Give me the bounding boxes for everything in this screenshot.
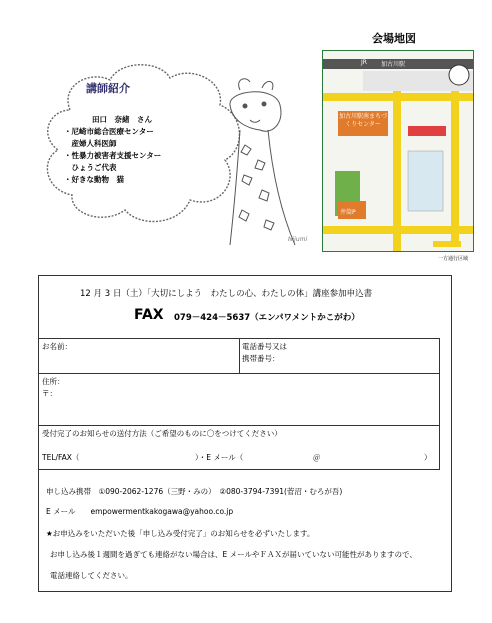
fax-number: 079－424－5637（エンパワメントかこがわ） [174, 313, 360, 323]
email-option[interactable]: ）・E メール（ [195, 453, 244, 462]
telfax-option[interactable]: TEL/FAX（ [42, 453, 80, 462]
lecturer-line-4: ひょうご代表 [64, 163, 117, 172]
lecturer-line-3: ・性暴力被害者支援センター [64, 151, 162, 160]
lecturer-name: 田口 奈緒 さん [92, 115, 152, 124]
application-table [38, 338, 440, 470]
mobile-label: 携帯番号： [242, 354, 280, 363]
map-legend-label: 一方通行区域 [438, 256, 469, 262]
artist-signature: Nijumi [288, 236, 308, 243]
form-title: 12 月 3 日（土）「大切にしよう わたしの心、わたしの体」講座参加申込書 [80, 289, 373, 299]
email-close: ） [424, 453, 432, 462]
contact-mobile: 申し込み携帯 ①090‐2062‐1276（三野・みの） ②080‐3794‐7391(菅沼・むろが吾) [46, 487, 343, 496]
note-1: ★お申込みをいただいた後「申し込み受付完了」のお知らせを必ずいたします。 [46, 529, 315, 538]
map-venue-label: 加古川駅南まちづくりセンター [339, 113, 387, 128]
name-label: お名前： [42, 342, 72, 351]
lecturer-heading: 講師紹介 [86, 82, 130, 95]
address-label: 住所： [42, 377, 65, 386]
fax-label: FAX [134, 307, 164, 323]
lecturer-line-1: ・尼崎市総合医療センター [64, 127, 154, 136]
lecturer-line-2: 産婦人科医師 [64, 139, 117, 148]
giraffe-illustration [200, 70, 320, 250]
map-parking-label: 井筒P [340, 209, 356, 216]
phone-label: 電話番号又は [242, 342, 287, 351]
venue-map [322, 50, 474, 252]
postal-label: 〒： [42, 389, 57, 398]
lecturer-line-5: ・好きな動物 猫 [64, 175, 124, 184]
note-3: 電話連絡してください。 [50, 571, 133, 580]
email-at-sign: ＠ [313, 453, 321, 462]
map-station-label: 加古川駅 [381, 61, 406, 68]
map-title: 会場地図 [372, 32, 416, 45]
contact-email: E メール empowermentkakogawa@yahoo.co.jp [46, 507, 234, 516]
note-2: お申し込み後１週間を過ぎても連絡がない場合は、E メールやＦＡＸが届いていない可能性がありますので、 [50, 550, 417, 559]
notify-method-label: 受付完了のお知らせの送付方法（ご希望のものに〇をつけてください） [42, 429, 282, 438]
map-jr-label: JR [361, 59, 367, 66]
